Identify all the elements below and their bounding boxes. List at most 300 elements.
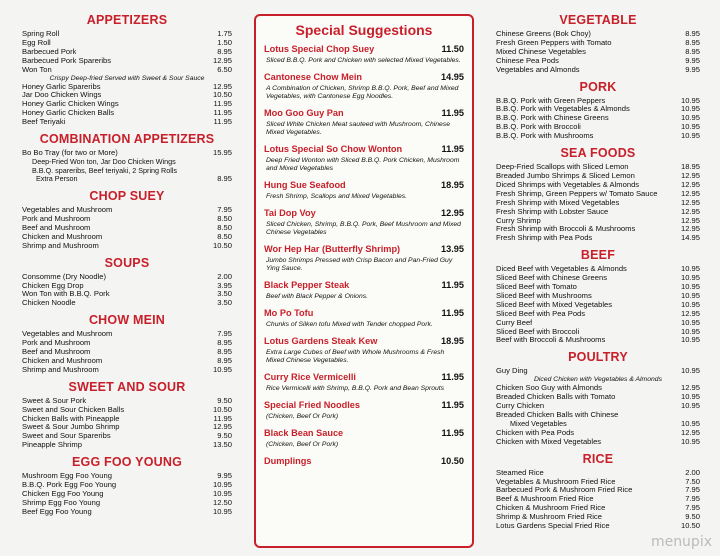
item-name: Beef with Broccoli & Mushrooms	[496, 336, 606, 345]
item-price: 10.95	[680, 290, 700, 300]
menu-item	[496, 190, 700, 199]
item-price: 11.95	[213, 413, 232, 423]
item-name: Chinese Pea Pods	[496, 56, 559, 65]
item-price: 7.95	[685, 485, 700, 495]
special-item-price: 10.50	[441, 456, 464, 466]
item-name: Chicken Egg Foo Young	[22, 490, 104, 498]
menu-item	[22, 282, 232, 291]
item-price: 10.95	[680, 366, 700, 376]
menu-item	[22, 273, 232, 282]
menu-item	[22, 215, 232, 224]
special-item	[264, 372, 464, 393]
special-item-description: A Combination of Chicken, Shrimp B.B.Q. Pork, Beef and Mixed Vegetables, with Cantonese Egg Noodles.	[266, 85, 459, 100]
item-name: Sliced Beef with Broccoli	[496, 327, 580, 336]
item-price: 3.50	[217, 298, 232, 308]
item-name: Barbecued Pork Spareribs	[22, 56, 112, 65]
section-heading: BEEF	[580, 248, 616, 263]
item-price: 10.50	[212, 240, 232, 250]
special-item-description: Sliced Chicken, Shrimp, B.B.Q. Pork, Beef Mushroom and Mixed Chinese Vegetables	[266, 221, 461, 236]
menu-item	[22, 366, 232, 375]
item-name: Honey Garlic Chicken Balls	[22, 109, 115, 118]
special-item-price: 11.95	[441, 280, 464, 290]
item-name: Shrimp and Mushroom	[22, 241, 99, 250]
item-price: 10.95	[212, 489, 232, 498]
menu-item	[496, 429, 700, 438]
item-price: 9.95	[685, 55, 700, 65]
menu-item	[496, 97, 700, 106]
special-item-price: 11.50	[441, 44, 464, 54]
section-heading: CHOP SUEY	[89, 189, 165, 204]
item-name: Breaded Chicken Balls with Tomato	[496, 393, 616, 402]
item-name: B.B.Q. Pork with Green Peppers	[496, 96, 606, 105]
special-item-price: 11.95	[441, 108, 464, 118]
special-item-price: 14.95	[441, 72, 464, 82]
item-name: Lotus Gardens Special Fried Rice	[496, 522, 610, 531]
special-item-description: (Chicken, Beef Or Pork)	[266, 413, 339, 420]
item-price: 10.95	[212, 506, 232, 516]
special-item-name: Tai Dop Voy	[264, 208, 316, 218]
item-price: 10.95	[680, 131, 700, 141]
menu-item	[496, 66, 700, 75]
special-item-price: 11.95	[441, 308, 464, 318]
menu-item	[22, 406, 232, 415]
special-item-name: Wor Hep Har (Butterfly Shrimp)	[264, 244, 401, 254]
menu-item	[496, 292, 700, 301]
left-menu-column	[22, 8, 232, 517]
item-name: Pork and Mushroom	[22, 339, 91, 348]
special-item-row	[264, 180, 464, 191]
menu-item	[496, 181, 700, 190]
section-heading: SOUPS	[104, 255, 150, 270]
menu-item	[22, 397, 232, 406]
menu-item	[22, 508, 232, 517]
menu-section-appetizers	[22, 13, 232, 127]
special-item-price: 11.95	[441, 428, 464, 438]
special-item-price: 11.95	[441, 372, 464, 382]
menu-item	[496, 199, 700, 208]
special-item	[264, 280, 464, 301]
item-price: 10.95	[680, 273, 700, 283]
menu-item	[22, 224, 232, 233]
menu-item	[496, 301, 700, 310]
special-item-row	[264, 308, 464, 319]
menu-section-sweet-and-sour	[22, 380, 232, 450]
item-name: Chicken & Mushroom Fried Rice	[496, 504, 606, 513]
special-suggestions-list	[264, 44, 464, 467]
menu-item	[22, 423, 232, 432]
item-name: Fresh Shrimp with Lobster Sauce	[496, 207, 609, 216]
item-price: 8.50	[217, 222, 232, 232]
item-price: 11.95	[213, 117, 232, 127]
item-name: Barbecued Pork	[22, 47, 77, 56]
section-heading: CHOW MEIN	[88, 313, 166, 328]
special-item-description: Beef with Black Pepper & Onions.	[266, 293, 369, 300]
menu-section-sea-foods	[496, 146, 700, 243]
item-price: 2.00	[685, 467, 700, 477]
menu-item	[496, 48, 700, 57]
menu-item	[496, 105, 700, 114]
item-name: Sliced Beef with Mushrooms	[496, 291, 592, 300]
menu-item	[22, 330, 232, 339]
item-price: 10.95	[680, 299, 700, 309]
menu-item	[22, 357, 232, 366]
special-item-description: Chunks of Silken tofu Mixed with Tender chopped Pork.	[266, 321, 433, 328]
item-name: Shrimp Egg Foo Young	[22, 498, 101, 507]
special-item	[264, 336, 464, 365]
section-heading: SEA FOODS	[560, 146, 636, 161]
special-item-description: (Chicken, Beef Or Pork)	[266, 441, 339, 448]
menu-item	[22, 348, 232, 357]
menu-item	[22, 48, 232, 57]
item-price: 8.50	[217, 231, 232, 241]
item-price: 10.50	[212, 90, 232, 100]
menu-item	[496, 123, 700, 132]
item-price: 8.95	[217, 46, 232, 56]
menu-item	[496, 234, 700, 243]
menu-item	[496, 469, 700, 478]
item-name: Diced Shrimps with Vegetables & Almonds	[496, 180, 640, 189]
special-item-name: Dumplings	[264, 456, 312, 466]
menu-item	[22, 490, 232, 499]
special-item-name: Black Bean Sauce	[264, 428, 344, 438]
item-name: Fresh Shrimp with Pea Pods	[496, 234, 593, 243]
item-name: Sliced Beef with Tomato	[496, 283, 577, 292]
item-name: Diced Beef with Vegetables & Almonds	[496, 265, 627, 274]
item-price: 10.95	[212, 480, 232, 490]
menu-item	[22, 242, 232, 251]
item-name: Guy Ding	[496, 367, 528, 376]
special-item	[264, 72, 464, 101]
item-price: 10.95	[680, 95, 700, 105]
special-item-price: 18.95	[441, 336, 464, 346]
menu-item	[496, 393, 700, 402]
special-item-row	[264, 456, 464, 467]
menu-item	[22, 432, 232, 441]
item-price: 10.95	[680, 282, 700, 292]
item-name: Vegetables & Mushroom Fried Rice	[496, 477, 616, 486]
item-name: Mixed Chinese Vegetables	[496, 47, 586, 56]
item-name: Chicken Noodle	[22, 299, 76, 308]
item-price: 12.95	[680, 179, 700, 189]
menu-item	[22, 299, 232, 308]
menu-item	[22, 39, 232, 48]
item-price: 13.50	[212, 440, 232, 450]
item-name: Sliced Beef with Chinese Greens	[496, 274, 608, 283]
item-price: 12.95	[680, 383, 700, 393]
item-price: 10.95	[212, 364, 232, 374]
special-item-row	[264, 72, 464, 83]
item-name: Chicken Balls with Pineapple	[22, 414, 120, 423]
special-item-name: Moo Goo Guy Pan	[264, 108, 344, 118]
item-price: 12.95	[212, 81, 232, 91]
menu-item	[496, 420, 700, 429]
item-price: 12.95	[212, 55, 232, 65]
item-price: 10.95	[680, 436, 700, 446]
item-name: Consomme (Dry Noodle)	[22, 272, 106, 281]
item-name: Vegetables and Mushroom	[22, 330, 113, 339]
section-heading: COMBINATION APPETIZERS	[39, 132, 215, 147]
special-item-name: Lotus Special Chop Suey	[264, 44, 375, 54]
item-name: Chicken with Pea Pods	[496, 428, 575, 437]
special-item-description: Sliced White Chicken Meat sauteed with Mushroom, Chinese Mixed Vegetables.	[266, 121, 450, 136]
item-name: Beef and Mushroom	[22, 223, 91, 232]
section-heading: EGG FOO YOUNG	[71, 455, 183, 470]
special-item	[264, 144, 464, 173]
item-price: 7.95	[685, 494, 700, 504]
item-name: Beef and Mushroom	[22, 348, 91, 357]
menu-item	[496, 39, 700, 48]
item-price: 10.95	[680, 335, 700, 345]
item-price: 10.95	[680, 317, 700, 327]
special-item	[264, 428, 464, 449]
item-price: 8.95	[217, 355, 232, 365]
item-name: Shrimp and Mushroom	[22, 365, 99, 374]
menu-item	[22, 290, 232, 299]
item-price: 10.95	[680, 113, 700, 123]
menu-item	[496, 172, 700, 181]
item-name: Vegetables and Almonds	[496, 65, 580, 74]
menu-section-soups	[22, 256, 232, 309]
section-heading: APPETIZERS	[86, 13, 168, 27]
item-name: Fresh Shrimp with Broccoli & Mushrooms	[496, 225, 636, 234]
item-name: Chicken and Mushroom	[22, 232, 103, 241]
menu-section-beef	[496, 248, 700, 345]
item-price: 12.95	[680, 427, 700, 437]
menu-item	[22, 233, 232, 242]
item-price: 10.95	[680, 264, 700, 274]
menu-item	[496, 438, 700, 447]
item-price: 1.75	[217, 29, 232, 38]
item-description: B.B.Q. spareribs, Beef teriyaki, 2 Spring Rolls	[32, 165, 178, 175]
special-item-name: Mo Po Tofu	[264, 308, 314, 318]
special-item	[264, 400, 464, 421]
menu-item	[496, 478, 700, 487]
item-price: 8.95	[685, 29, 700, 38]
menu-section-egg-foo-young	[22, 455, 232, 517]
item-name: Mixed Vegetables	[510, 419, 567, 428]
menu-item	[496, 114, 700, 123]
item-price: 12.95	[680, 197, 700, 207]
item-price: 2.00	[217, 271, 232, 281]
item-price: 11.95	[213, 99, 232, 109]
menu-item	[496, 522, 700, 531]
item-name: Sliced Beef with Mixed Vegetables	[496, 300, 613, 309]
item-price: 12.95	[212, 422, 232, 432]
special-item-row	[264, 428, 464, 439]
section-heading: VEGETABLE	[559, 13, 637, 27]
item-name: Curry Beef	[496, 318, 533, 327]
item-name: Extra Person	[36, 175, 78, 184]
menu-item	[22, 415, 232, 424]
special-item-price: 11.95	[441, 400, 464, 410]
menu-item	[496, 402, 700, 411]
item-name: B.B.Q. Pork with Vegetables & Almonds	[496, 105, 630, 114]
special-item-name: Lotus Special So Chow Wonton	[264, 144, 403, 154]
special-item	[264, 44, 464, 65]
item-price: 18.95	[680, 162, 700, 172]
item-price: 8.95	[685, 37, 700, 47]
menu-item	[496, 486, 700, 495]
special-suggestions-title: Special Suggestions	[295, 22, 433, 38]
item-name: Fresh Shrimp with Mixed Vegetables	[496, 198, 620, 207]
special-item-price: 11.95	[441, 144, 464, 154]
item-price: 7.95	[217, 329, 232, 339]
item-price: 12.50	[212, 497, 232, 507]
item-name: Pork and Mushroom	[22, 214, 91, 223]
menu-item	[22, 441, 232, 450]
item-price: 8.50	[217, 213, 232, 223]
item-name: Jar Doo Chicken Wings	[22, 91, 102, 100]
menu-item	[22, 30, 232, 39]
item-name: Steamed Rice	[496, 468, 544, 477]
menupix-watermark: menupix	[650, 534, 712, 550]
item-price: 12.95	[680, 224, 700, 234]
special-item	[264, 456, 464, 467]
special-item-price: 18.95	[441, 180, 464, 190]
item-price: 10.95	[680, 122, 700, 132]
item-name: Pineapple Shrimp	[22, 441, 82, 450]
menu-item	[496, 328, 700, 337]
special-item-description: Rice Vermicelli with Shrimp, B.B.Q. Pork and Bean Sprouts	[266, 385, 445, 392]
menu-item	[496, 132, 700, 141]
item-price: 7.50	[685, 476, 700, 486]
item-name: Mushroom Egg Foo Young	[22, 472, 112, 481]
item-price: 12.95	[680, 170, 700, 180]
item-price: 11.95	[213, 108, 232, 118]
menu-item	[496, 283, 700, 292]
item-price: 14.95	[680, 233, 700, 243]
item-name: Chicken with Mixed Vegetables	[496, 437, 602, 446]
item-name: Chinese Greens (Bok Choy)	[496, 30, 591, 38]
special-item-name: Lotus Gardens Steak Kew	[264, 336, 378, 346]
special-item-row	[264, 280, 464, 291]
special-item-row	[264, 336, 464, 347]
menu-item	[22, 100, 232, 109]
menu-item	[22, 118, 232, 127]
special-item-name: Black Pepper Steak	[264, 280, 350, 290]
special-item-price: 12.95	[441, 208, 464, 218]
menu-item	[496, 225, 700, 234]
item-name: Vegetables and Mushroom	[22, 206, 113, 215]
special-item-price: 13.95	[441, 244, 464, 254]
section-heading: SWEET AND SOUR	[68, 379, 186, 394]
menu-item	[22, 175, 232, 184]
item-price: 9.50	[217, 395, 232, 405]
item-price: 12.95	[680, 188, 700, 198]
menu-item	[496, 208, 700, 217]
special-item-description: Fresh Shrimp, Scallops and Mixed Vegetables.	[266, 193, 408, 200]
menu-item	[496, 384, 700, 393]
item-name: Sweet and Sour Spareribs	[22, 432, 111, 441]
menu-item	[496, 217, 700, 226]
menu-item	[22, 481, 232, 490]
item-name: Shrimp & Mushroom Fried Rice	[496, 513, 602, 522]
special-item	[264, 180, 464, 201]
item-name: Beef Teriyaki	[22, 118, 66, 127]
item-price: 6.50	[217, 64, 232, 74]
special-item-row	[264, 44, 464, 55]
menu-item	[22, 206, 232, 215]
menu-item	[496, 57, 700, 66]
special-item-name: Cantonese Chow Mein	[264, 72, 363, 82]
item-name: Honey Garlic Chicken Wings	[22, 100, 119, 109]
item-name: Fresh Shrimp, Green Peppers w/ Tomato Sauce	[496, 189, 658, 198]
menu-item	[496, 30, 700, 39]
menu-item	[22, 83, 232, 92]
item-name: Chicken and Mushroom	[22, 356, 103, 365]
item-price: 12.95	[680, 215, 700, 225]
menu-item	[496, 504, 700, 513]
item-name: Breaded Jumbo Shrimps & Sliced Lemon	[496, 171, 635, 180]
special-item-row	[264, 372, 464, 383]
item-price: 12.95	[680, 308, 700, 318]
special-item-description: Deep Fried Wonton with Sliced B.B.Q. Pork Chicken, Mushroom and Mixed Vegetables	[266, 157, 460, 172]
menu-section-rice	[496, 452, 700, 531]
special-item-row	[264, 208, 464, 219]
item-price: 3.95	[217, 280, 232, 290]
menu-item	[496, 310, 700, 319]
special-item	[264, 308, 464, 329]
special-item-row	[264, 400, 464, 411]
special-item	[264, 208, 464, 237]
item-name: B.B.Q. Pork with Chinese Greens	[496, 114, 609, 123]
item-name: Beef & Mushroom Fried Rice	[496, 495, 594, 504]
item-name: Spring Roll	[22, 30, 60, 38]
item-price: 10.95	[680, 418, 700, 428]
item-name: Sliced Beef with Pea Pods	[496, 309, 586, 318]
special-item-description: Extra Large Cubes of Beef with Whole Mushrooms & Fresh Mixed Chinese Vegetables.	[266, 349, 445, 364]
item-price: 10.95	[680, 326, 700, 336]
special-item	[264, 244, 464, 273]
special-item	[264, 108, 464, 137]
menu-item	[496, 495, 700, 504]
item-price: 8.95	[217, 338, 232, 348]
item-name: Honey Garlic Spareribs	[22, 82, 101, 91]
item-name: Curry Shrimp	[496, 216, 541, 225]
item-name: Beef Egg Foo Young	[22, 507, 92, 516]
item-name: Won Ton with B.B.Q. Pork	[22, 290, 110, 299]
menu-item	[22, 57, 232, 66]
special-suggestions-box	[254, 14, 474, 548]
item-price: 9.50	[685, 512, 700, 522]
special-item-description: Sliced B.B.Q. Pork and Chicken with selected Mixed Vegetables.	[266, 57, 461, 64]
item-name: Sweet & Sour Jumbo Shrimp	[22, 423, 120, 432]
item-note: Diced Chicken with Vegetables & Almonds	[534, 376, 662, 384]
item-name: Sweet and Sour Chicken Balls	[22, 405, 125, 414]
menu-item	[496, 265, 700, 274]
menu-item	[22, 91, 232, 100]
item-price: 8.95	[217, 347, 232, 357]
item-price: 9.95	[685, 64, 700, 74]
special-item-row	[264, 244, 464, 255]
item-name: B.B.Q. Pork with Mushrooms	[496, 132, 594, 141]
item-price: 15.95	[212, 148, 232, 158]
item-price: 10.95	[680, 392, 700, 402]
menu-item	[496, 274, 700, 283]
menu-item	[496, 367, 700, 376]
item-name: B.B.Q. Pork Egg Foo Young	[22, 481, 117, 490]
item-price: 8.95	[685, 46, 700, 56]
item-price: 12.95	[680, 206, 700, 216]
section-heading: POULTRY	[568, 350, 628, 365]
item-name: Sweet & Sour Pork	[22, 396, 87, 405]
item-name: B.B.Q. Pork with Broccoli	[496, 123, 581, 132]
menu-item	[22, 109, 232, 118]
item-note: Crispy Deep-fried Served with Sweet & Sour Sauce	[49, 74, 205, 82]
menu-item	[496, 336, 700, 345]
menu-item	[496, 319, 700, 328]
section-heading: PORK	[579, 79, 617, 94]
